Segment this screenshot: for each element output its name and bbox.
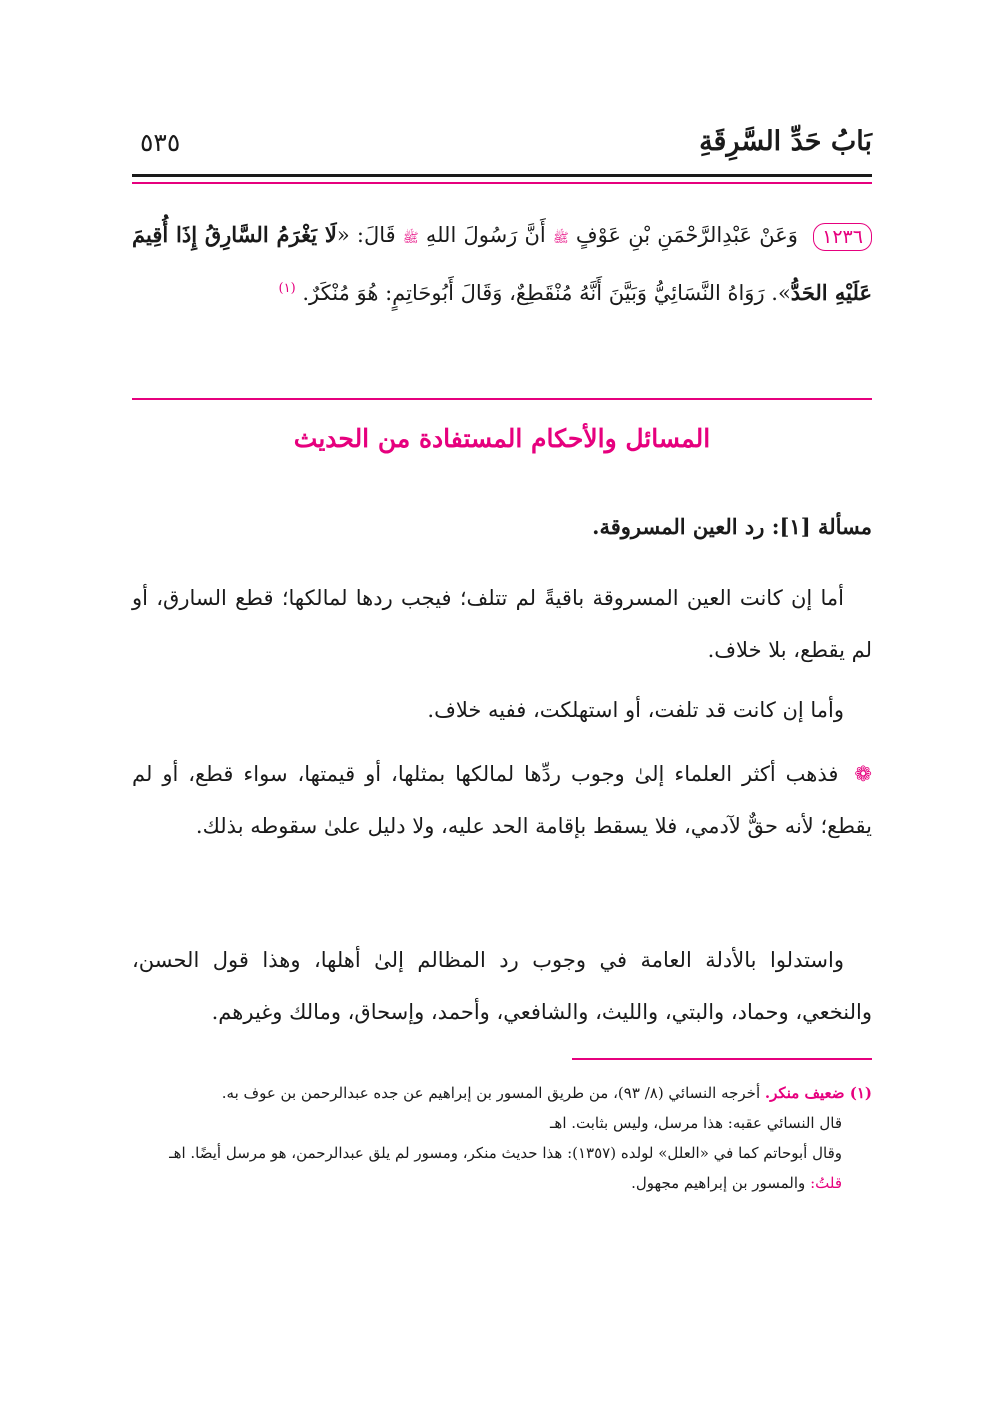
paragraph-2: وأما إن كانت قد تلفت، أو استهلكت، ففيه خلاف. (427, 698, 844, 722)
footnotes (132, 1078, 872, 1198)
hadith-bottom-rule (132, 398, 872, 400)
hadith-text-1: وَعَنْ عَبْدِالرَّحْمَنِ بْنِ عَوْفٍ (575, 223, 798, 247)
footnote-1 (132, 1078, 872, 1108)
footnote-line-2: قال النسائي عقبه: هذا مرسل، وليس بثابت. اهـ (550, 1114, 842, 1132)
honorific-companion-icon: ﷺ (552, 231, 569, 246)
flower-icon: ❁ (854, 762, 872, 786)
footnote-line-4 (132, 1168, 872, 1198)
paragraph-3 (132, 748, 872, 852)
hadith-block (132, 210, 872, 318)
footnote-line-4-text: والمسور بن إبراهيم مجهول. (631, 1174, 806, 1192)
hadith-text-2: أَنَّ رَسُولَ اللهِ (425, 223, 546, 247)
issue-label: مسألة [١]: (771, 514, 872, 539)
section-heading: المسائل والأحكام المستفادة من الحديث (293, 424, 711, 453)
page-number: ٥٣٥ (140, 128, 181, 157)
qult-label: قلتُ: (810, 1174, 842, 1192)
hadith-text-3: قَالَ: « (336, 223, 396, 247)
footnote-line-3: وقال أبوحاتم كما في «العلل» لولده (١٣٥٧): هذا حديث منكر، ومسور لم يلق عبدالرحمن، هو مرسل أيضًا. اهـ (169, 1144, 842, 1162)
page (132, 0, 872, 1418)
footnote-rule (572, 1058, 872, 1060)
footnote-line-1: أخرجه النسائي (٨/ ٩٣)، من طريق المسور بن إبراهيم عن جده عبدالرحمن بن عوف به. (221, 1084, 761, 1102)
hadith-quote: لَا يَغْرَمُ السَّارِقُ إِذَا أُقِيمَ عَلَيْهِ الحَدُّ (132, 222, 872, 305)
footnote-label: (١) ضعيف منكر. (764, 1084, 872, 1102)
paragraph-1: أما إن كانت العين المسروقة باقيةً لم تتلف؛ فيجب ردها لمالكها؛ قطع السارق، أو لم يقطع، بلا خلاف. (132, 586, 872, 662)
issue-heading (592, 514, 872, 539)
paragraph-3-text: فذهب أكثر العلماء إلىٰ وجوب ردِّها لمالكها بمثلها، أو قيمتها، سواء قطع، أو لم يقطع؛ لأنه حقٌّ لآدمي، فلا يسقط بإقامة الحد عليه، ولا دليل علىٰ سقوطه بذلك. (132, 762, 872, 838)
issue-title: رد العين المسروقة. (592, 514, 765, 539)
header-rule-pink (132, 182, 872, 184)
paragraph-4: واستدلوا بالأدلة العامة في وجوب رد المظالم إلىٰ أهلها، وهذا قول الحسن، والنخعي، وحماد، والبتي، والليث، والشافعي، وأحمد، وإسحاق، ومالك وغيرهم. (132, 948, 872, 1024)
footnote-ref[interactable]: (١) (278, 281, 296, 296)
hadith-text-4: ». رَوَاهُ النَّسَائِيُّ وَبَيَّنَ أَنَّهُ مُنْقَطِعٌ، وَقَالَ أَبُوحَاتِمٍ: هُوَ مُنْكَرٌ. (302, 281, 791, 305)
hadith-number-badge: ١٢٣٦ (813, 223, 872, 251)
honorific-prophet-icon: ﷺ (402, 231, 419, 246)
header-rule-dark (132, 174, 872, 177)
chapter-title: بَابُ حَدِّ السَّرِقَةِ (699, 126, 872, 157)
page-header (132, 116, 872, 166)
